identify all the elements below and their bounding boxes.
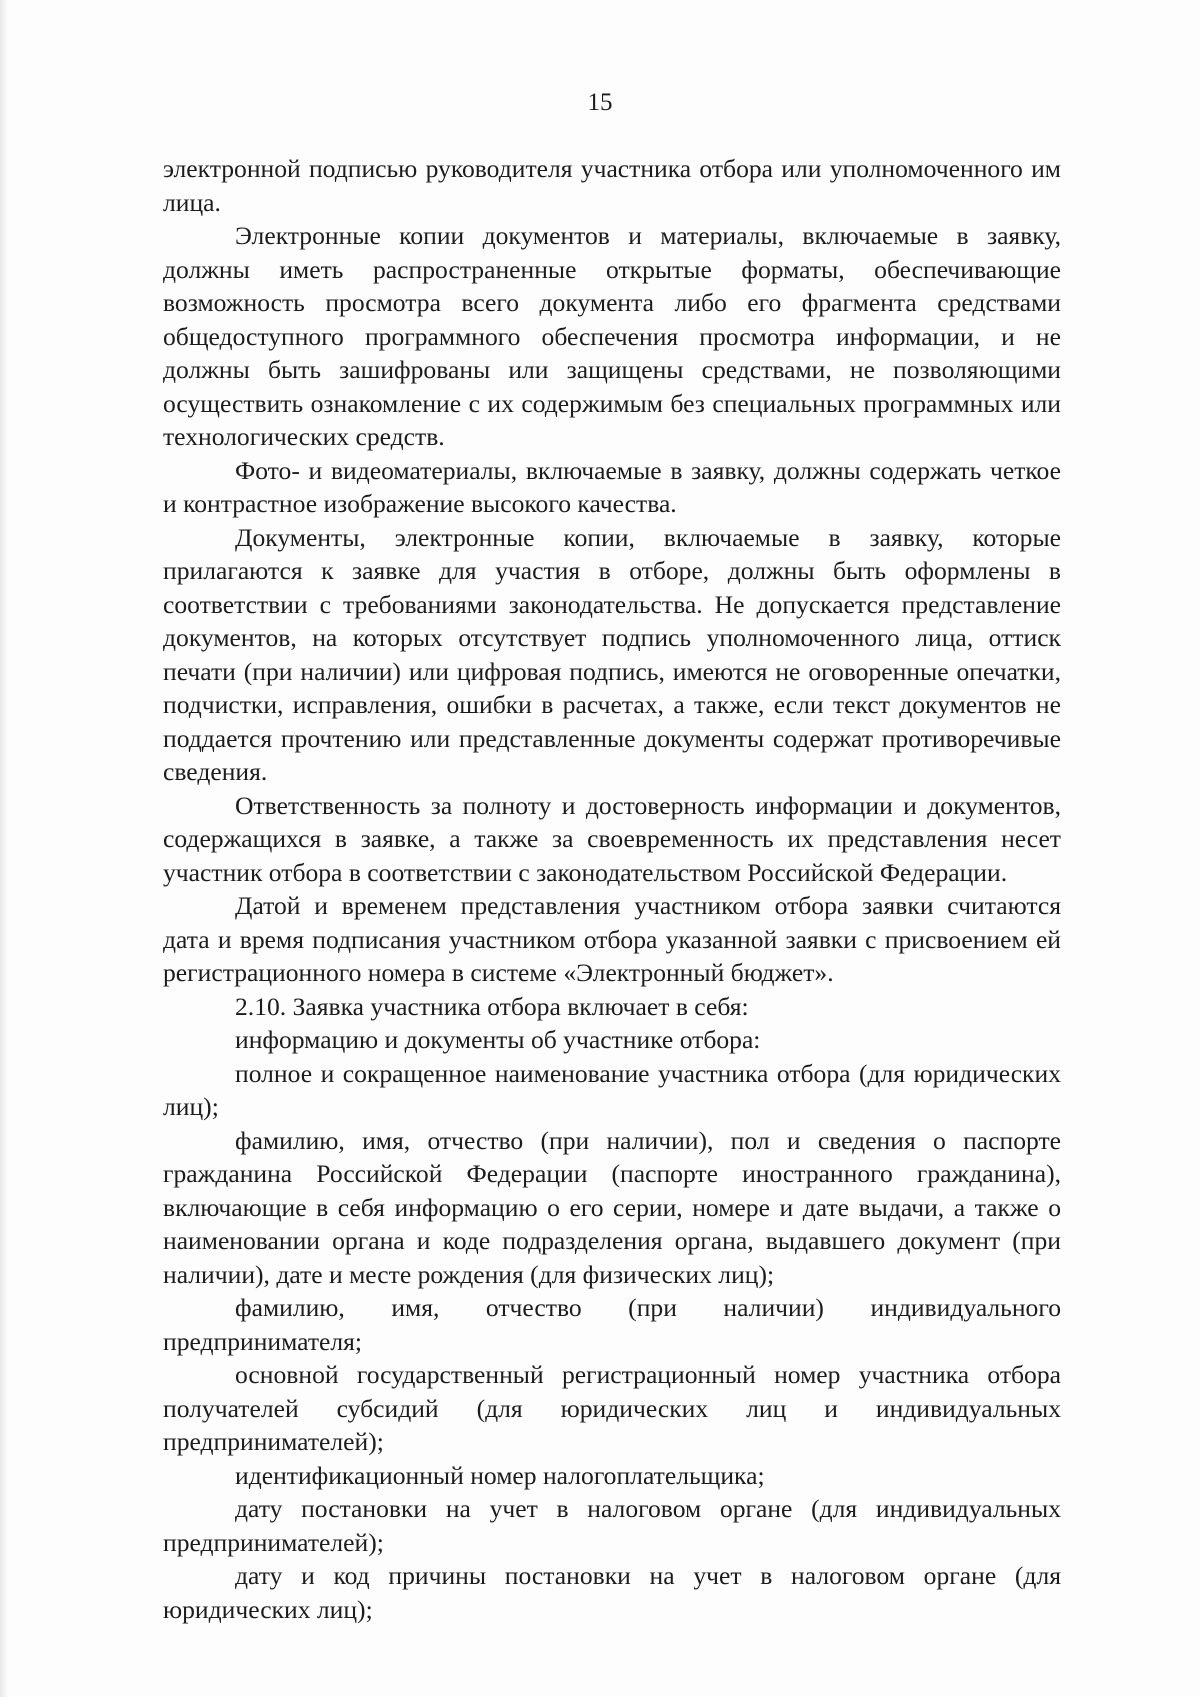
scan-edge — [0, 0, 8, 1697]
list-item-full-name: полное и сокращенное наименование участника отбора (для юридических лиц); — [163, 1058, 1061, 1121]
paragraph-signature-continuation: электронной подписью руководителя участника отбора или уполномоченного им лица. — [163, 154, 1061, 217]
paragraph-documents-requirements: Документы, электронные копии, включаемые в заявку, которые прилагаются к заявке для участия в отборе, должны быть оформлены в соответствии с требованиями законодательства. Не допускается представление документов, на которых отсутствует подпись уполномоченного лица, оттиск печати (при наличии) или цифровая подпись, имеются не оговоренные опечатки, подчистки, исправления, ошибки в расчетах, а также, если текст документов не поддается прочтению или представленные документы содержат противоречивые сведения. — [163, 522, 1061, 786]
page-number: 15 — [587, 89, 613, 116]
paragraph-section-2-10: 2.10. Заявка участника отбора включает в себя: — [235, 991, 749, 1021]
list-item-ogrn: основной государственный регистрационный номер участника отбора получателей субсидий (для юридических лиц и индивидуальных предпринимателей); — [163, 1360, 1061, 1456]
paragraph-participant-info: информацию и документы об участнике отбора: — [235, 1025, 761, 1054]
paragraph-responsibility: Ответственность за полноту и достоверность информации и документов, содержащихся в заявке, а также за своевременность их представления несет участник отбора в соответствии с законодательством Российской Федерации. — [163, 790, 1061, 887]
paragraph-submission-date: Датой и временем представления участником отбора заявки считаются дата и время подписания участником отбора указанной заявки с присвоением ей регистрационного номера в системе «Электронный бюджет». — [163, 891, 1061, 987]
list-item-entrepreneur-name: фамилию, имя, отчество (при наличии) индивидуального предпринимателя; — [163, 1293, 1061, 1356]
list-item-tax-registration-code: дату и код причины постановки на учет в налоговом органе (для юридических лиц); — [163, 1561, 1061, 1624]
list-item-tax-registration-date: дату постановки на учет в налоговом органе (для индивидуальных предпринимателей); — [163, 1494, 1061, 1557]
paragraph-photo-video: Фото- и видеоматериалы, включаемые в заявку, должны содержать четкое и контрастное изображение высокого качества. — [163, 455, 1061, 518]
list-item-inn: идентификационный номер налогоплательщика; — [235, 1460, 765, 1490]
document-body — [163, 152, 1061, 1626]
list-item-passport: фамилию, имя, отчество (при наличии), пол и сведения о паспорте гражданина Российской Федерации (паспорте иностранного гражданина), включающие в себя информацию о его серии, номере и дате выдачи, а также о наименовании органа и коде подразделения органа, выдавшего документ (при наличии), дате и месте рождения (для физических лиц); — [163, 1125, 1061, 1289]
paragraph-electronic-copies: Электронные копии документов и материалы, включаемые в заявку, должны иметь распространенные открытые форматы, обеспечивающие возможность просмотра всего документа либо его фрагмента средствами общедоступного программного обеспечения просмотра информации, и не должны быть зашифрованы или защищены средствами, не позволяющими осуществить ознакомление с их содержимым без специальных программных или технологических средств. — [163, 221, 1061, 451]
